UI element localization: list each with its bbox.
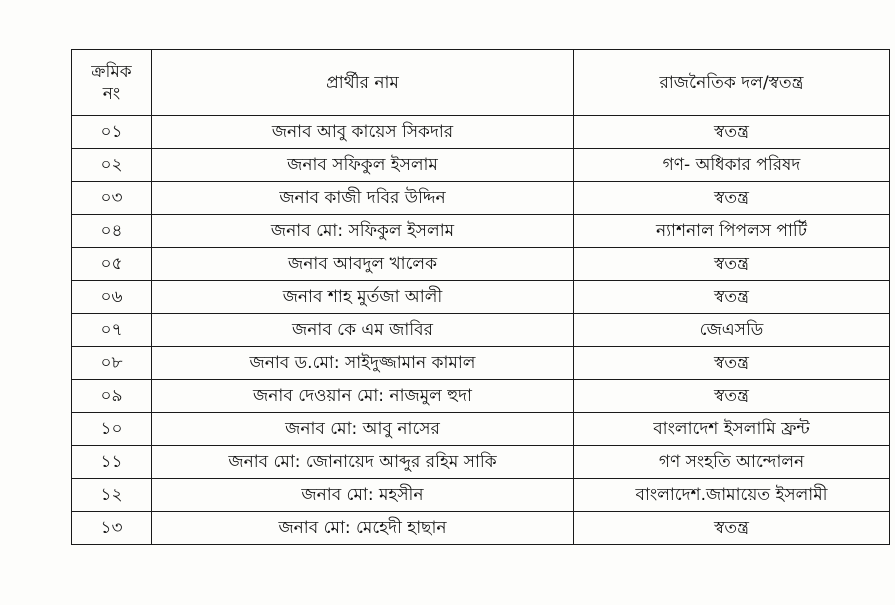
- serial-cell: ০৫: [72, 248, 152, 281]
- table-row: [72, 413, 890, 446]
- serial-cell: ০৯: [72, 380, 152, 413]
- candidate-name-cell: জনাব কে এম জাবির: [152, 314, 574, 347]
- serial-cell: ০৩: [72, 182, 152, 215]
- table-row: [72, 182, 890, 215]
- party-cell: গণ সংহতি আন্দোলন: [574, 446, 890, 479]
- serial-cell: ১১: [72, 446, 152, 479]
- serial-cell: ০১: [72, 116, 152, 149]
- party-cell: বাংলাদেশ ইসলামি ফ্রন্ট: [574, 413, 890, 446]
- serial-cell: ১২: [72, 479, 152, 512]
- party-cell: স্বতন্ত্র: [574, 347, 890, 380]
- serial-cell: ০৪: [72, 215, 152, 248]
- candidate-name-cell: জনাব মো: মহসীন: [152, 479, 574, 512]
- serial-cell: ১০: [72, 413, 152, 446]
- candidate-name-cell: জনাব মো: জোনায়েদ আব্দুর রহিম সাকি: [152, 446, 574, 479]
- party-cell: বাংলাদেশ.জামায়েত ইসলামী: [574, 479, 890, 512]
- serial-cell: ০২: [72, 149, 152, 182]
- table-row: [72, 512, 890, 545]
- table-row: [72, 248, 890, 281]
- serial-header: [72, 50, 152, 116]
- candidate-name-cell: জনাব সফিকুল ইসলাম: [152, 149, 574, 182]
- table-row: [72, 347, 890, 380]
- party-cell: স্বতন্ত্র: [574, 380, 890, 413]
- serial-header-line2: নং: [102, 83, 121, 104]
- candidate-name-cell: জনাব কাজী দবির উদ্দিন: [152, 182, 574, 215]
- table-row: [72, 479, 890, 512]
- table-row: [72, 380, 890, 413]
- candidate-name-cell: জনাব মো: আবু নাসের: [152, 413, 574, 446]
- table-row: [72, 116, 890, 149]
- party-cell: স্বতন্ত্র: [574, 116, 890, 149]
- candidate-name-cell: জনাব মো: মেহেদী হাছান: [152, 512, 574, 545]
- serial-header-line1: ক্রমিক: [91, 61, 132, 82]
- name-header: প্রার্থীর নাম: [152, 50, 574, 116]
- table-row: [72, 215, 890, 248]
- serial-cell: ০৭: [72, 314, 152, 347]
- candidate-name-cell: জনাব মো: সফিকুল ইসলাম: [152, 215, 574, 248]
- table-row: [72, 314, 890, 347]
- table-body: [72, 116, 890, 545]
- table-row: [72, 446, 890, 479]
- party-header: রাজনৈতিক দল/স্বতন্ত্র: [574, 50, 890, 116]
- party-cell: ন্যাশনাল পিপলস পার্টি: [574, 215, 890, 248]
- header-row: [72, 50, 890, 116]
- candidate-table: [71, 49, 890, 545]
- party-cell: স্বতন্ত্র: [574, 512, 890, 545]
- candidate-name-cell: জনাব আবু কায়েস সিকদার: [152, 116, 574, 149]
- serial-cell: ১৩: [72, 512, 152, 545]
- serial-cell: ০৮: [72, 347, 152, 380]
- party-cell: স্বতন্ত্র: [574, 281, 890, 314]
- candidate-name-cell: জনাব ড.মো: সাইদুজ্জামান কামাল: [152, 347, 574, 380]
- table-header: [72, 50, 890, 116]
- table-row: [72, 281, 890, 314]
- candidate-name-cell: জনাব আবদুল খালেক: [152, 248, 574, 281]
- party-cell: স্বতন্ত্র: [574, 248, 890, 281]
- candidate-name-cell: জনাব দেওয়ান মো: নাজমুল হুদা: [152, 380, 574, 413]
- party-cell: জেএসডি: [574, 314, 890, 347]
- party-cell: স্বতন্ত্র: [574, 182, 890, 215]
- party-cell: গণ- অধিকার পরিষদ: [574, 149, 890, 182]
- serial-cell: ০৬: [72, 281, 152, 314]
- candidate-name-cell: জনাব শাহ মুর্তজা আলী: [152, 281, 574, 314]
- table-row: [72, 149, 890, 182]
